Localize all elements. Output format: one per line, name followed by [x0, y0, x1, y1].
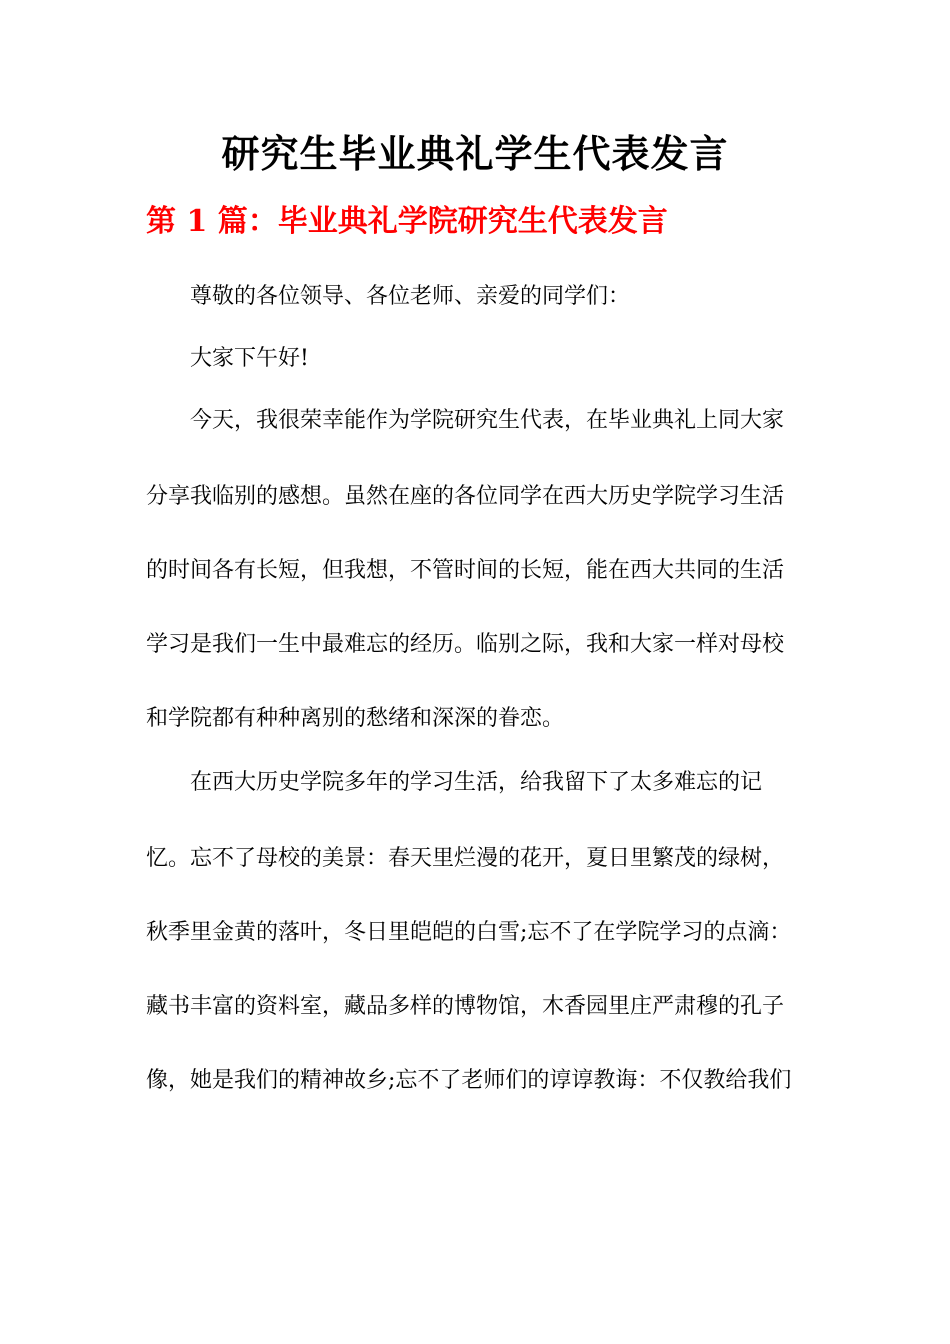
- paragraph-line: 像，她是我们的精神故乡;忘不了老师们的谆谆教诲：不仅教给我们: [146, 1068, 792, 1093]
- paragraph-line: 今天，我很荣幸能作为学院研究生代表，在毕业典礼上同大家: [190, 408, 785, 433]
- paragraph-line: 的时间各有长短，但我想，不管时间的长短，能在西大共同的生活: [146, 558, 785, 583]
- paragraph-line: 尊敬的各位领导、各位老师、亲爱的同学们：: [190, 284, 631, 309]
- section-heading: 第 1 篇：毕业典礼学院研究生代表发言: [146, 204, 668, 239]
- paragraph-line: 和学院都有种种离别的愁绪和深深的眷恋。: [146, 706, 565, 731]
- paragraph-line: 大家下午好!: [190, 346, 309, 371]
- paragraph-line: 藏书丰富的资料室，藏品多样的博物馆，木香园里庄严肃穆的孔子: [146, 994, 785, 1019]
- document-title: 研究生毕业典礼学生代表发言: [221, 131, 729, 176]
- paragraph-line: 忆。忘不了母校的美景：春天里烂漫的花开，夏日里繁茂的绿树，: [146, 846, 785, 871]
- paragraph-line: 学习是我们一生中最难忘的经历。临别之际，我和大家一样对母校: [146, 632, 785, 657]
- paragraph-line: 分享我临别的感想。虽然在座的各位同学在西大历史学院学习生活: [146, 484, 785, 509]
- paragraph-line: 在西大历史学院多年的学习生活，给我留下了太多难忘的记: [190, 770, 763, 795]
- paragraph-line: 秋季里金黄的落叶，冬日里皑皑的白雪;忘不了在学院学习的点滴：: [146, 920, 792, 945]
